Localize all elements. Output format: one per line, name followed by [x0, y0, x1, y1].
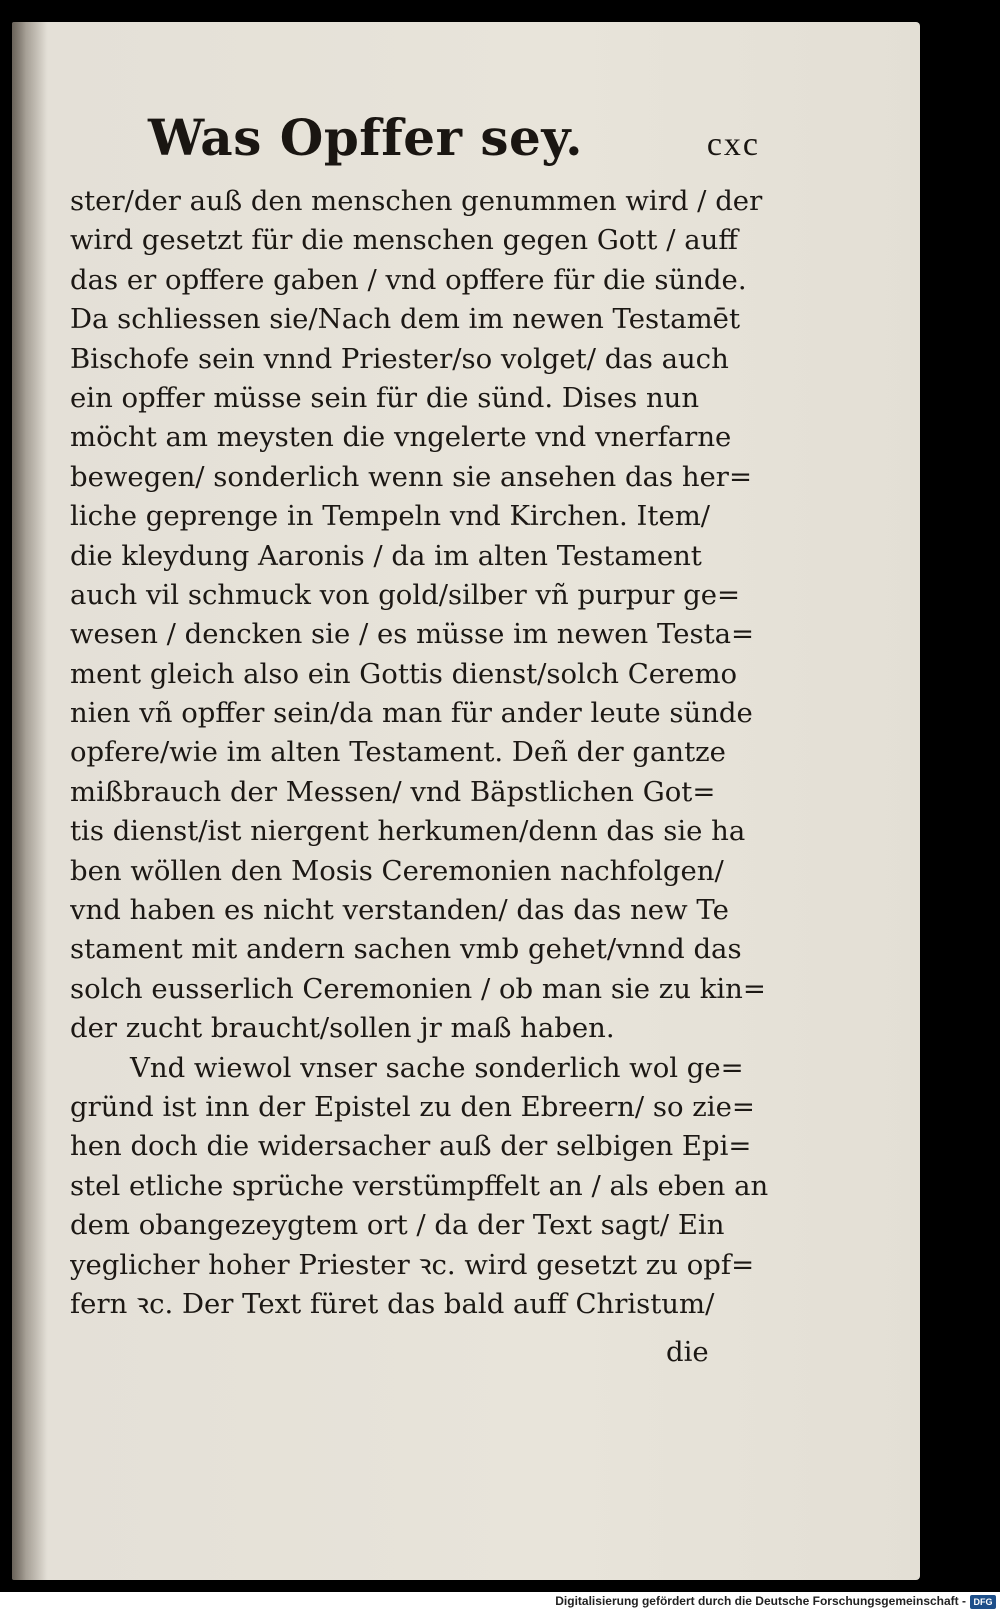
text-line: liche geprenge in Tempeln vnd Kirchen. Item/ [70, 500, 711, 533]
text-line: wesen / dencken sie / es müsse im newen Testa= [70, 618, 755, 651]
text-line: mißbrauch der Messen/ vnd Bäpstlichen Got= [70, 775, 716, 808]
funding-credit: Digitalisierung gefördert durch die Deutsche Forschungsgemeinschaft - [555, 1594, 966, 1608]
body-text [70, 182, 770, 1324]
text-line: bewegen/ sonderlich wenn sie ansehen das her= [70, 460, 752, 493]
paragraph-first-line: Vnd wiewol vnser sache sonderlich wol ge= [130, 1051, 744, 1084]
dfg-logo: DFG [970, 1595, 996, 1609]
catchword: die [666, 1336, 709, 1368]
text-line: ein opffer müsse sein für die sünd. Dises nun [70, 381, 700, 414]
text-line: Bischofe sein vnnd Priester/so volget/ das auch [70, 342, 729, 375]
text-line: möcht am meysten die vngelerte vnd vnerfarne [70, 421, 732, 454]
folio-number: cxc [706, 126, 760, 163]
text-line: das er opffere gaben / vnd opffere für die sünde. [70, 263, 747, 296]
footer-bar [0, 1592, 1000, 1612]
text-line: stament mit andern sachen vmb gehet/vnnd das [70, 933, 742, 966]
text-line: vnd haben es nicht verstanden/ das das new Te [70, 894, 729, 927]
text-line: ment gleich also ein Gottis dienst/solch Ceremo [70, 657, 738, 690]
text-line: Da schliessen sie/Nach dem im newen Testamēt [70, 303, 740, 336]
text-line: die kleydung Aaronis / da im alten Testament [70, 539, 702, 572]
text-line: hen doch die widersacher auß der selbigen Epi= [70, 1130, 752, 1163]
text-line: ster/der auß den menschen genummen wird / der [70, 185, 763, 217]
page-header [148, 108, 760, 178]
text-line: der zucht braucht/sollen jr maß haben. [70, 1012, 615, 1045]
text-line: stel etliche sprüche verstümpffelt an / als eben an [70, 1169, 769, 1202]
text-line: opfere/wie im alten Testament. Deñ der gantze [70, 736, 726, 769]
text-line: ben wöllen den Mosis Ceremonien nachfolgen/ [70, 854, 724, 887]
text-line: fern ꝛc. Der Text füret das bald auff Christum/ [70, 1287, 715, 1320]
text-line: gründ ist inn der Epistel zu den Ebreern/ so zie= [70, 1090, 755, 1123]
text-line: nien vñ opffer sein/da man für ander leute sünde [70, 697, 753, 730]
text-line: dem obangezeygtem ort / da der Text sagt/ Ein [70, 1209, 725, 1242]
text-line: auch vil schmuck von gold/silber vñ purpur ge= [70, 578, 741, 611]
text-line: tis dienst/ist niergent herkumen/denn das sie ha [70, 815, 746, 848]
text-line: solch eusserlich Ceremonien / ob man sie zu kin= [70, 972, 766, 1005]
gutter-shadow [12, 22, 48, 1580]
text-line: yeglicher hoher Priester ꝛc. wird gesetzt zu opf= [70, 1248, 755, 1281]
text-line: wird gesetzt für die menschen gegen Gott / auff [70, 224, 738, 257]
running-head: Was Opffer sey. [148, 108, 584, 167]
